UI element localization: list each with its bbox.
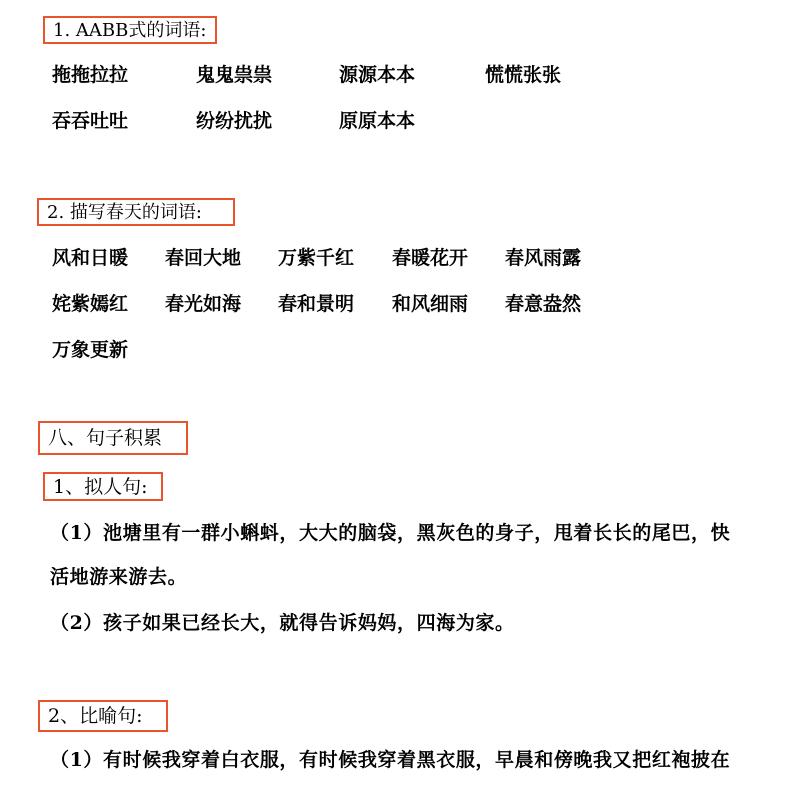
- word-item: 纷纷扰扰: [196, 110, 273, 132]
- word-item: 春暖花开: [392, 247, 469, 269]
- section-aabb-heading: 1. AABB式的词语:: [43, 16, 217, 44]
- word-item: 吞吞吐吐: [52, 110, 129, 132]
- sentence-line: 活地游来游去。: [50, 566, 188, 588]
- word-item: 鬼鬼祟祟: [196, 64, 273, 86]
- word-item: 春和景明: [278, 293, 355, 315]
- sentence-line: （1）有时候我穿着白衣服，有时候我穿着黑衣服，早晨和傍晚我又把红袍披在: [50, 749, 731, 771]
- personification-heading: 1、拟人句:: [43, 472, 163, 501]
- word-item: 姹紫嫣红: [52, 293, 129, 315]
- sentence-line: （1）池塘里有一群小蝌蚪，大大的脑袋，黑灰色的身子，甩着长长的尾巴，快: [50, 522, 731, 544]
- word-item: 春意盎然: [505, 293, 582, 315]
- word-item: 源源本本: [339, 64, 416, 86]
- word-item: 春光如海: [165, 293, 242, 315]
- word-item: 春回大地: [165, 247, 242, 269]
- word-item: 和风细雨: [392, 293, 469, 315]
- section-eight-heading: 八、句子积累: [38, 421, 188, 455]
- word-item: 万象更新: [52, 339, 129, 361]
- simile-heading: 2、比喻句:: [38, 700, 168, 732]
- word-item: 拖拖拉拉: [52, 64, 129, 86]
- sentence-line: （2）孩子如果已经长大，就得告诉妈妈，四海为家。: [50, 612, 515, 634]
- word-item: 原原本本: [339, 110, 416, 132]
- section-spring-heading: 2. 描写春天的词语:: [37, 198, 235, 226]
- word-item: 春风雨露: [505, 247, 582, 269]
- word-item: 万紫千红: [278, 247, 355, 269]
- word-item: 风和日暖: [52, 247, 129, 269]
- word-item: 慌慌张张: [485, 64, 562, 86]
